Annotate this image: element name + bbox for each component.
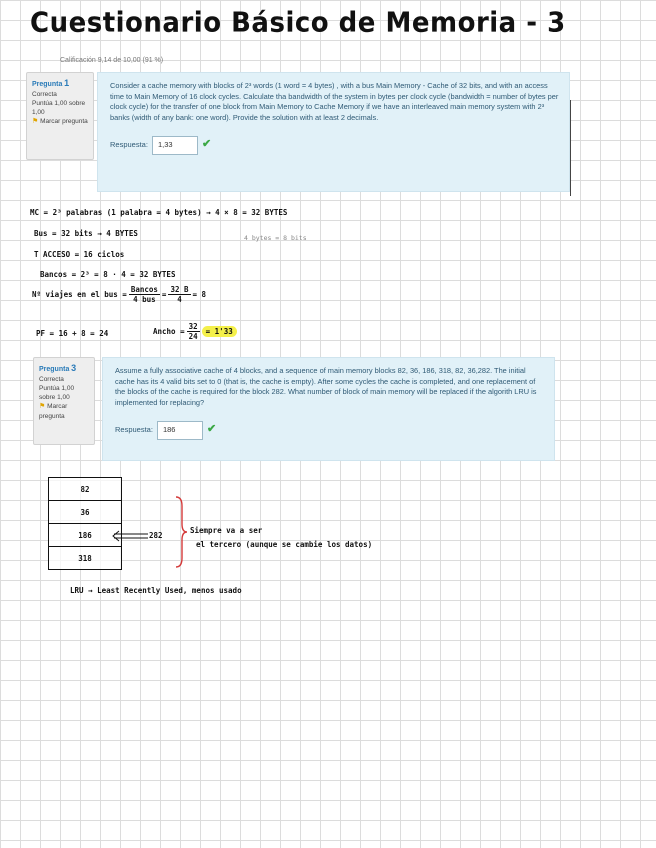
replace-arrow-icon	[110, 530, 150, 544]
note-bus-line: Bus = 32 bits → 4 BYTES	[34, 229, 138, 238]
question-status: Correcta	[32, 90, 57, 98]
lru-note: LRU → Least Recently Used, menos usado	[70, 586, 242, 595]
answer-input[interactable]: 1,33	[152, 136, 198, 155]
brace-note-line-2: el tercero (aunque se cambie los datos)	[196, 540, 373, 549]
cache-block: 318	[49, 546, 121, 569]
flag-label: Marcar pregunta	[40, 118, 88, 126]
question-3-info	[33, 357, 95, 445]
fraction-denominator: 4	[177, 295, 182, 304]
note-bus-aside: 4 bytes = 8 bits	[244, 234, 307, 242]
bandwidth-result: = 1'33	[202, 326, 237, 337]
note-banks: Bancos = 2³ = 8 · 4 = 32 BYTES	[40, 270, 176, 279]
partial-grade-header: Calificación 9,14 de 10,00 (91 %)	[60, 57, 164, 64]
fraction-numerator: 32 B	[170, 285, 189, 294]
brace-note-line-1: Siempre va a ser	[190, 526, 263, 535]
question-text: Assume a fully associative cache of 4 blocks, and a sequence of main memory blocks 82, 36, 186, 318, 82, 36,282. The initial cache has its 4 valid bits set to 0 (that is, the cache is empty). After some cycles the cache is completed, and one replacement of the blocks of the cache is required for the block 282. What number of block of main memory will be replaced if the algorith LRU is implemented for replacing?	[115, 366, 537, 408]
question-1-info	[26, 72, 94, 160]
fraction-denominator: 4 bus	[133, 295, 156, 304]
flag-question[interactable]	[39, 402, 89, 421]
incoming-block: 282	[149, 531, 163, 540]
answer-label: Respuesta:	[115, 424, 153, 434]
question-3-card	[102, 357, 555, 461]
correct-check-icon: ✔	[201, 138, 212, 151]
question-score: Puntúa 1,00 sobre 1,00	[39, 384, 75, 401]
question-text: Consider a cache memory with blocks of 2³ words (1 word = 4 bytes) , with a bus Main Memory - Cache of 32 bits, and with an access time to Main Memory of 16 clock cycles. Calculate tha bandwidth of the system in bytes per clock cycle (bandwidth = number of bytes per clock cycle) for the transfer of one block from Main Memory to Cache Memory if we have an interleaved main memory system with 2³ banks (width of any bank: one word). Provide the solution with at least 2 decimals.	[110, 81, 559, 123]
question-number: 3	[71, 363, 77, 373]
question-number: 1	[64, 78, 70, 88]
note-bandwidth	[153, 322, 237, 341]
flag-question[interactable]	[32, 117, 88, 127]
trips-fraction-2	[168, 285, 190, 304]
question-1-card	[97, 72, 570, 192]
flag-icon: ⚑	[32, 118, 39, 126]
bandwidth-fraction	[187, 322, 200, 341]
question-status: Correcta	[39, 375, 64, 383]
trips-result: = 8	[192, 290, 207, 299]
cache-block: 82	[80, 484, 90, 494]
answer-label: Respuesta:	[110, 139, 148, 149]
cache-block: 36	[49, 500, 121, 523]
question-label: Pregunta	[32, 81, 63, 88]
fraction-denominator: 24	[188, 332, 198, 341]
answer-input[interactable]: 186	[157, 421, 203, 440]
curly-brace-icon	[172, 496, 188, 568]
bandwidth-label: Ancho =	[153, 327, 185, 336]
trips-label: Nº viajes en el bus =	[32, 290, 127, 299]
fraction-numerator: Bancos	[130, 285, 158, 294]
correct-check-icon: ✔	[206, 423, 217, 436]
trips-fraction-1	[129, 285, 160, 304]
note-cache-line: MC = 2³ palabras (1 palabra = 4 bytes) → 4 × 8 = 32 BYTES	[30, 208, 288, 217]
flag-label: Marcar pregunta	[39, 403, 68, 420]
equals-sign: =	[161, 290, 167, 299]
cache-diagram	[48, 477, 122, 570]
note-access-time: T ACCESO = 16 ciclos	[34, 250, 125, 259]
question-label: Pregunta	[39, 366, 70, 373]
page-title: Cuestionario Básico de Memoria - 3	[30, 7, 566, 39]
fraction-numerator: 32	[188, 322, 198, 331]
cache-block: 186	[49, 523, 121, 546]
note-bus-trips	[32, 285, 206, 304]
flag-icon: ⚑	[39, 403, 46, 411]
note-transfer-time: PF = 16 + 8 = 24	[36, 329, 109, 338]
question-score: Puntúa 1,00 sobre 1,00	[32, 99, 86, 116]
divider-line	[570, 100, 571, 196]
